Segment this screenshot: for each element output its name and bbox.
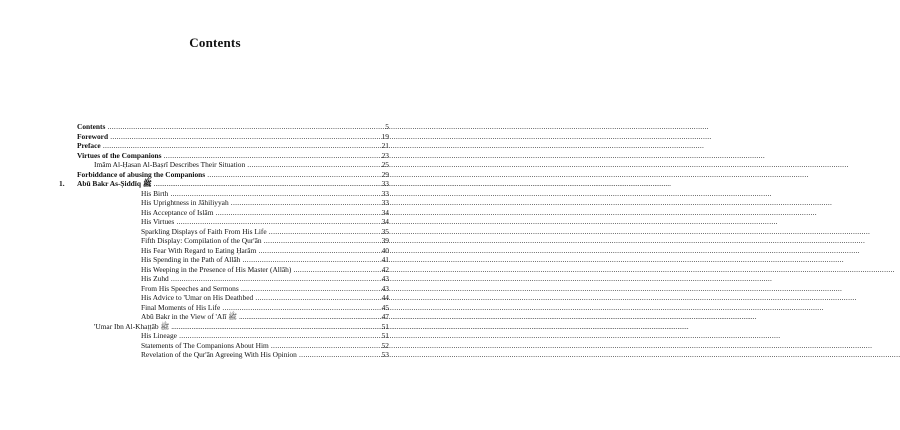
toc-entry-label: Abū Bakr As-Ṣiddīq ﷺ [77, 179, 152, 188]
toc-entry-page: 51 [381, 321, 389, 331]
toc-leader [77, 132, 373, 142]
page-title: Contents [189, 35, 241, 50]
toc-entry [77, 274, 389, 284]
toc-entry-page: 19 [381, 131, 389, 141]
toc-entry [77, 312, 389, 322]
toc-entry-label: His Acceptance of Islām [141, 207, 214, 217]
toc-entry [77, 322, 389, 332]
toc-leader [141, 217, 373, 227]
toc-entry-page: 44 [381, 293, 389, 302]
toc-leader [141, 255, 373, 265]
toc-entry [77, 151, 389, 161]
toc-entry-label: His Lineage [141, 331, 177, 340]
toc-entry [77, 160, 389, 170]
toc-entry [77, 246, 389, 256]
toc-entry-page: 45 [381, 302, 389, 312]
toc-entry-page: 5 [385, 122, 389, 131]
toc-entry-label: Abū Bakr in the View of 'Alī ﷺ [141, 312, 238, 321]
toc-entry-label: Revelation of the Qur'ān Agreeing With His Opinion [141, 350, 297, 359]
toc-entry-page: 52 [381, 340, 389, 350]
toc-leader [141, 236, 373, 246]
toc-leader [94, 322, 373, 332]
toc-entry [77, 170, 389, 180]
toc-entry-page: 42 [381, 264, 389, 274]
toc-leader [77, 151, 373, 161]
toc-leader [141, 189, 373, 199]
toc-entry-label: His Weeping in the Presence of His Master (Allāh) [141, 264, 292, 274]
toc-leader [141, 274, 373, 284]
toc-entry-number: 1. [59, 179, 65, 188]
toc-entry-label: His Uprightness in Jāhiliyyah [141, 198, 229, 207]
toc-entry-page: 34 [381, 217, 389, 226]
toc-entry-page: 33 [381, 188, 389, 198]
toc-entry-label: His Advice to 'Umar on His Deathbed [141, 293, 254, 302]
toc-entry [77, 265, 389, 275]
toc-entry [77, 293, 389, 303]
toc-entry-page: 47 [381, 312, 389, 321]
toc-entry-label: Statements of The Companions About Him [141, 340, 269, 350]
toc-entry-page: 51 [381, 331, 389, 340]
toc-entry [77, 208, 389, 218]
toc-entry [77, 303, 389, 313]
toc-entry-label: 'Umar Ibn Al-Khaṭṭāb ﷺ [94, 321, 170, 331]
toc-leader [77, 122, 373, 132]
toc-entry [77, 236, 389, 246]
toc-entry-label: Preface [77, 141, 101, 150]
toc-entry-label: Contents [77, 122, 106, 131]
toc-leader [141, 227, 373, 237]
toc-entry-label: His Birth [141, 188, 169, 198]
toc-entry [77, 189, 389, 199]
toc-leader [77, 170, 373, 180]
toc-leader [141, 208, 373, 218]
toc-entry-page: 34 [381, 207, 389, 217]
toc-entry [77, 132, 389, 142]
toc-entry-page: 23 [381, 150, 389, 160]
toc-leader [141, 284, 373, 294]
toc-entry [77, 217, 389, 227]
toc-entry [77, 141, 389, 151]
toc-leader [141, 350, 373, 360]
toc-entry [77, 122, 389, 132]
toc-entry-label: Fifth Display: Compilation of the Qur'ān [141, 236, 262, 245]
table-of-contents [59, 122, 389, 360]
toc-entry [59, 179, 389, 189]
toc-leader [77, 179, 373, 189]
toc-entry-page: 41 [381, 255, 389, 264]
toc-entry-label: Final Moments of His Life [141, 302, 221, 312]
toc-leader [141, 331, 373, 341]
toc-leader [141, 265, 373, 275]
toc-entry [77, 350, 389, 360]
toc-entry-page: 43 [381, 274, 389, 283]
toc-entry-label: Forbiddance of abusing the Companions [77, 169, 206, 179]
toc-entry-page: 33 [381, 198, 389, 207]
toc-entry-page: 25 [381, 160, 389, 169]
toc-leader [141, 293, 373, 303]
toc-leader [141, 246, 373, 256]
toc-entry-page: 39 [381, 236, 389, 245]
toc-entry-label: His Spending in the Path of Allāh [141, 255, 241, 264]
toc-entry-label: His Virtues [141, 217, 175, 226]
toc-entry [77, 284, 389, 294]
toc-entry [77, 255, 389, 265]
toc-entry-label: From His Speeches and Sermons [141, 283, 239, 293]
toc-leader [77, 141, 373, 151]
toc-entry-label: Sparkling Displays of Faith From His Life [141, 226, 267, 236]
toc-entry-label: His Zuhd [141, 274, 169, 283]
toc-entry-page: 35 [381, 226, 389, 236]
toc-leader [141, 303, 373, 313]
toc-entry-page: 21 [381, 141, 389, 150]
toc-entry [77, 227, 389, 237]
toc-leader [141, 312, 373, 322]
toc-entry-page: 33 [381, 179, 389, 188]
toc-entry [77, 198, 389, 208]
toc-entry-label: Imām Al-Ḥasan Al-Baṣrī Describes Their Situation [94, 160, 246, 169]
toc-entry [77, 341, 389, 351]
toc-leader [141, 341, 373, 351]
toc-entry-label: Virtues of the Companions [77, 150, 162, 160]
toc-entry-label: Foreword [77, 131, 109, 141]
toc-entry [77, 331, 389, 341]
toc-leader [141, 198, 373, 208]
toc-leader [94, 160, 373, 170]
toc-entry-label: His Fear With Regard to Eating Ḥarām [141, 245, 257, 255]
toc-entry-page: 40 [381, 245, 389, 255]
toc-entry-page: 43 [381, 283, 389, 293]
toc-entry-page: 53 [381, 350, 389, 359]
toc-entry-page: 29 [381, 169, 389, 179]
